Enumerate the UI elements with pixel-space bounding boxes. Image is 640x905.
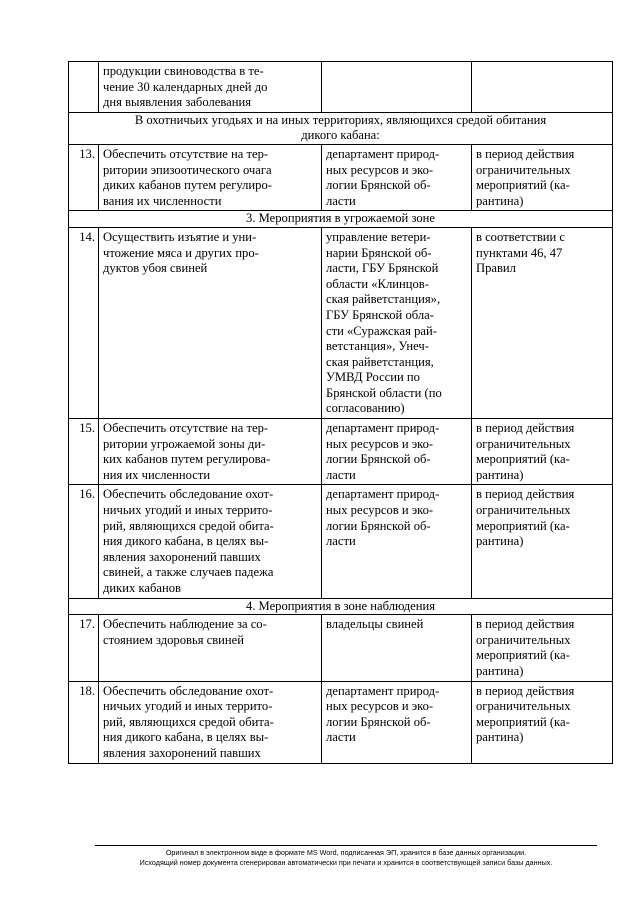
action-cell: Обеспечить обследование охот- ничьих угодий и иных террито- рий, являющихся средой обита- ния дикого кабана, в целях вы- явления захоронений павших свиней, а также случаев падежа диких кабанов xyxy=(99,485,322,598)
action-cell: Осуществить изъятие и уни- чтожение мяса и других про- дуктов убоя свиней xyxy=(99,227,322,418)
footer-original-note: Оригинал в электронном виде в формате MS Word, подписанная ЭП, хранится в базе данных организации. xyxy=(165,848,527,857)
row-number xyxy=(69,62,99,113)
hunting-grounds-heading: В охотничьих угодьях и на иных территориях, являющихся средой обитания дикого кабана: xyxy=(69,112,613,144)
action-cell: Обеспечить наблюдение за со- стоянием здоровья свиней xyxy=(99,615,322,681)
action-cell: Обеспечить обследование охот- ничьих угодий и иных террито- рий, являющихся средой обита- ния дикого кабана, в целях вы- явления захоронений павших xyxy=(99,681,322,763)
table-row-14 xyxy=(69,227,613,418)
footer-number-note: Исходящий номер документа сгенерирован автоматически при печати и хранится в соответствующей записи базы данных. xyxy=(139,858,553,867)
document-footer xyxy=(95,845,597,868)
row-number: 17. xyxy=(69,615,99,681)
table-row-16 xyxy=(69,485,613,598)
action-cell: Обеспечить отсутствие на тер- ритории угрожаемой зоны ди- ких кабанов путем регулирова- ния их численности xyxy=(99,419,322,485)
table-row-continuation xyxy=(69,62,613,113)
table-row-15 xyxy=(69,419,613,485)
row-number: 13. xyxy=(69,144,99,210)
term-cell xyxy=(472,62,613,113)
executor-cell: департамент природ- ных ресурсов и эко- логии Брянской об- ласти xyxy=(322,419,472,485)
action-cell: продукции свиноводства в те- чение 30 календарных дней до дня выявления заболевания xyxy=(99,62,322,113)
term-cell: в период действия ограничительных мероприятий (ка- рантина) xyxy=(472,615,613,681)
measures-table xyxy=(68,61,613,764)
section-3-header-row xyxy=(69,211,613,228)
term-cell: в соответствии с пунктами 46, 47 Правил xyxy=(472,227,613,418)
section-4-heading: 4. Мероприятия в зоне наблюдения xyxy=(69,598,613,615)
executor-cell: департамент природ- ных ресурсов и эко- логии Брянской об- ласти xyxy=(322,144,472,210)
table-row-18 xyxy=(69,681,613,763)
executor-cell: департамент природ- ных ресурсов и эко- логии Брянской об- ласти xyxy=(322,485,472,598)
section-4-header-row xyxy=(69,598,613,615)
term-cell: в период действия ограничительных мероприятий (ка- рантина) xyxy=(472,485,613,598)
row-number: 18. xyxy=(69,681,99,763)
action-cell: Обеспечить отсутствие на тер- ритории эпизоотического очага диких кабанов путем регулиро- вания их численности xyxy=(99,144,322,210)
row-number: 15. xyxy=(69,419,99,485)
section-3-heading: 3. Мероприятия в угрожаемой зоне xyxy=(69,211,613,228)
table-row-17 xyxy=(69,615,613,681)
row-number: 14. xyxy=(69,227,99,418)
term-cell: в период действия ограничительных мероприятий (ка- рантина) xyxy=(472,681,613,763)
table-row-13 xyxy=(69,144,613,210)
hunting-grounds-header-row xyxy=(69,112,613,144)
term-cell: в период действия ограничительных мероприятий (ка- рантина) xyxy=(472,144,613,210)
executor-cell xyxy=(322,62,472,113)
row-number: 16. xyxy=(69,485,99,598)
executor-cell: управление ветери- нарии Брянской об- ласти, ГБУ Брянской области «Клинцов- ская райветстанция», ГБУ Брянской обла- сти «Суражская рай- ветстанция», Унеч- ская райветстанция, УМВД России по Брянской области (по согласованию) xyxy=(322,227,472,418)
term-cell: в период действия ограничительных мероприятий (ка- рантина) xyxy=(472,419,613,485)
executor-cell: владельцы свиней xyxy=(322,615,472,681)
executor-cell: департамент природ- ных ресурсов и эко- логии Брянской об- ласти xyxy=(322,681,472,763)
